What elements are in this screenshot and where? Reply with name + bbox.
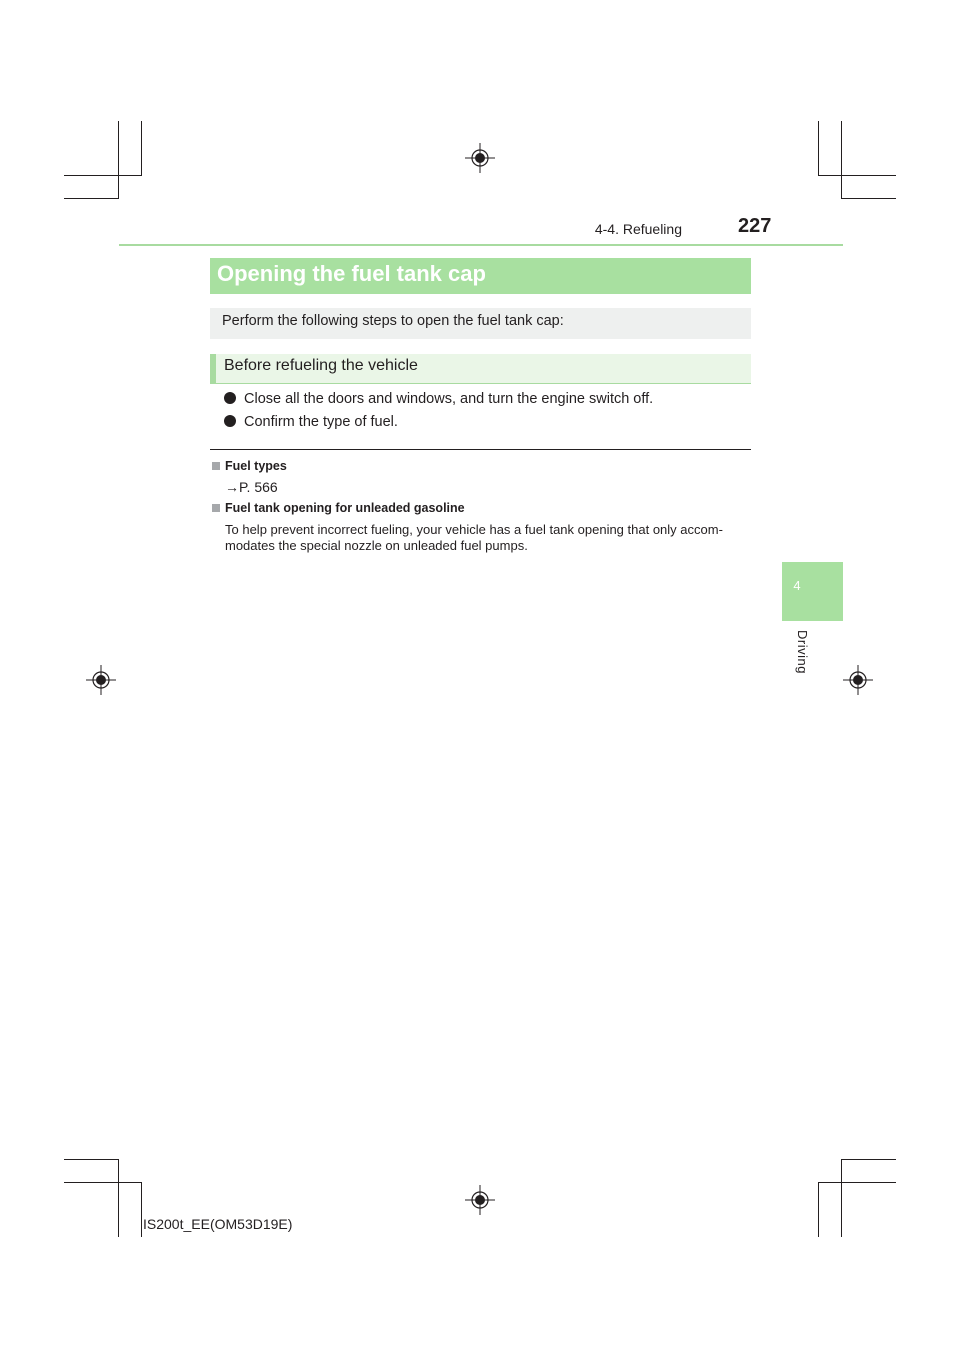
section-divider (210, 449, 751, 450)
intro-text: Perform the following steps to open the fuel tank cap: (222, 313, 564, 329)
chapter-tab (782, 562, 843, 621)
registration-mark-icon (843, 665, 873, 695)
note-heading (212, 459, 287, 473)
title-bar (210, 258, 751, 294)
subsection-accent-bar (210, 354, 216, 383)
bullet-text: Close all the doors and windows, and turn the engine switch off. (244, 391, 654, 407)
chapter-number: 4 (793, 578, 801, 593)
registration-mark-icon (465, 1185, 495, 1215)
page-number: 227 (738, 215, 772, 237)
header-rule (119, 244, 843, 246)
note-body: →P. 566 (225, 479, 278, 495)
bullet-text: Confirm the type of fuel. (244, 414, 398, 430)
square-bullet-icon (212, 462, 220, 470)
note-heading-text: Fuel tank opening for unleaded gasoline (225, 501, 465, 515)
subsection-heading: Before refueling the vehicle (224, 357, 418, 374)
section-label: 4-4. Refueling (594, 221, 682, 237)
chapter-label: Driving (795, 630, 810, 674)
footer-code: IS200t_EE(OM53D19E) (143, 1216, 293, 1232)
square-bullet-icon (212, 504, 220, 512)
intro-box (210, 308, 751, 339)
bullet-icon (224, 415, 236, 427)
note-heading (212, 501, 465, 515)
list-item (224, 391, 653, 407)
note-body: To help prevent incorrect fueling, your vehicle has a fuel tank opening that only accom- modates the special nozzle on unleaded fuel pumps. (225, 522, 723, 553)
subsection-heading-box (210, 354, 751, 384)
bullet-icon (224, 392, 236, 404)
registration-mark-icon (86, 665, 116, 695)
list-item (224, 414, 398, 430)
page-title: Opening the fuel tank cap (217, 261, 486, 286)
registration-mark-icon (465, 143, 495, 173)
note-heading-text: Fuel types (225, 459, 287, 473)
